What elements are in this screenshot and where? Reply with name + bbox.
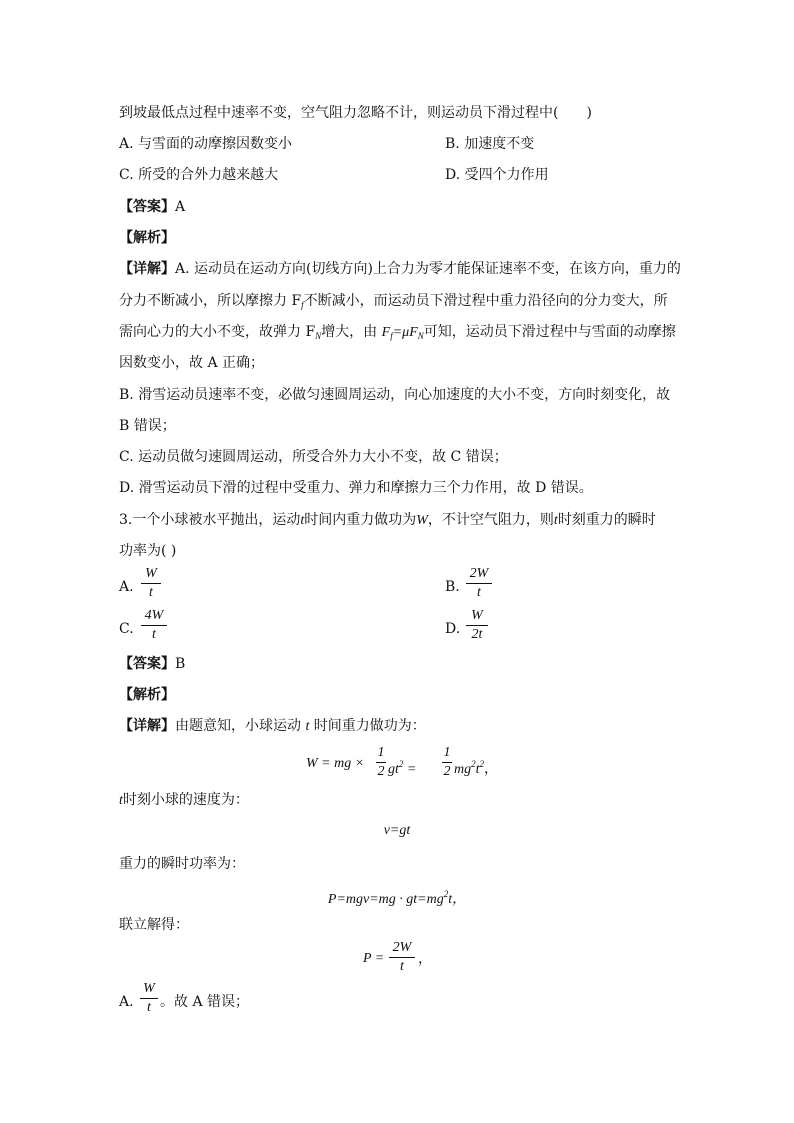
fraction-denominator: 2 (377, 764, 385, 779)
q3-option-c-fraction (141, 608, 167, 643)
fraction-denominator: t (400, 959, 404, 974)
fraction-numerator: 1 (377, 745, 385, 760)
q3-detail-line-2 (119, 791, 249, 810)
detail-label: 【详解】 (119, 718, 175, 734)
fraction-denominator: t (152, 627, 156, 642)
fraction-denominator: t (147, 1000, 151, 1015)
eq-text: P = (363, 951, 385, 966)
detail-text: 不断减小，而运动员下滑过程中重力沿径向的分力变大，所 (303, 293, 668, 309)
detail-text: 分力不断减小，所以摩擦力 F (119, 293, 302, 309)
fraction-numerator: W (471, 608, 483, 623)
q3-stem-text: ，不计空气阻力，则 (427, 512, 554, 528)
answer-label: 【答案】 (119, 199, 175, 215)
eq-text: W = mg × (306, 756, 365, 771)
detail-text: 时间重力做功为： (309, 718, 426, 734)
equation-power: $P=mgv=mg \cdot gt=mg^2t$， (327, 889, 467, 907)
q2-detail-line-8: D. 滑雪运动员下滑的过程中受重力、弹力和摩擦力三个力作用，故 D 错误。 (119, 480, 593, 496)
q2-answer (119, 198, 185, 216)
detail-text: 增大，由 (321, 324, 382, 340)
q3-option-d-label: D. (445, 621, 461, 637)
fraction-denominator: t (149, 585, 153, 600)
q2-detail-line-3: 需向心力的大小不变，故弹力 $F_N$增大，由 $F_f=\mu F_N$可知，运动员下滑过程中与雪面的动摩擦 (119, 324, 676, 341)
fraction-numerator: 1 (443, 745, 451, 760)
q2-detail-line-2: 分力不断减小，所以摩擦力 $F_f$不断减小，而运动员下滑过程中重力沿径向的分力变大，所 (119, 293, 668, 310)
var-t: t (300, 513, 305, 528)
q2-detail-line-1 (119, 260, 681, 278)
q3-option-c-label: C. (119, 621, 134, 637)
q3-stem-text: 时间内重力做功为 (304, 512, 417, 528)
fraction-numerator: W (145, 566, 157, 581)
fraction-numerator: 4W (144, 608, 164, 623)
q3-final-label: A. (119, 994, 134, 1010)
eq-text: $gt^2$ = (388, 759, 417, 777)
answer-value: B (175, 656, 186, 672)
fraction-denominator: 2 (443, 764, 451, 779)
q3-stem-text: 时刻重力的瞬时 (557, 512, 656, 528)
var-t: t (119, 793, 123, 808)
q3-option-a-label: A. (119, 579, 134, 595)
answer-label: 【答案】 (119, 656, 175, 672)
q2-analysis-label (119, 229, 175, 247)
detail-label: 【详解】 (119, 261, 175, 277)
answer-value: A (175, 199, 186, 215)
detail-text: 由题意知，小球运动 (175, 718, 306, 734)
detail-text: A. 运动员在运动方向(切线方向)上合力为零才能保证速率不变，在该方向，重力的 (175, 261, 681, 277)
q3-stem-line-2: 功率为( ) (119, 543, 177, 559)
q2-detail-line-7: C. 运动员做匀速圆周运动，所受合外力大小不变，故 C 错误； (119, 449, 508, 465)
q3-detail-line-3: 重力的瞬时功率为： (119, 856, 245, 872)
q3-option-d-fraction (466, 608, 488, 643)
detail-text: 时刻小球的速度为： (122, 792, 249, 808)
q2-option-c: C. 所受的合外力越来越大 (119, 167, 279, 183)
fraction-denominator: t (477, 585, 481, 600)
q2-detail-line-6: B 错误； (119, 418, 176, 434)
q3-answer (119, 655, 185, 673)
analysis-label: 【解析】 (119, 687, 175, 703)
eq-result-fraction (389, 940, 415, 975)
analysis-label: 【解析】 (119, 230, 175, 246)
q3-option-b-fraction (466, 566, 492, 601)
q3-analysis-label (119, 686, 175, 704)
eq-text: ， (418, 951, 432, 967)
eq-half-fraction (376, 745, 386, 780)
q3-option-a-fraction (141, 566, 161, 601)
fraction-denominator: 2t (471, 627, 483, 642)
eq-text: $mg^2t^2$， (454, 759, 499, 777)
q3-detail-line-4: 联立解得： (119, 917, 189, 933)
fraction-numerator: 2W (392, 940, 412, 955)
var-w: W (416, 513, 428, 528)
q2-detail-line-5: B. 滑雪运动员速率不变，必做匀速圆周运动，向心加速度的大小不变，方向时刻变化，故 (119, 387, 671, 403)
fraction-numerator: 2W (469, 566, 489, 581)
q3-stem-text: 3.一个小球被水平抛出，运动 (119, 512, 301, 528)
q2-option-a: A. 与雪面的动摩擦因数变小 (119, 136, 293, 152)
q2-detail-line-4: 因数变小，故 A 正确； (119, 355, 265, 371)
eq-half-fraction (442, 745, 452, 780)
q2-stem-tail: 到坡最低点过程中速率不变，空气阻力忽略不计，则运动员下滑过程中( ) (119, 105, 592, 121)
q3-detail-line-1 (119, 717, 426, 736)
equation-velocity: v=gt (383, 823, 411, 838)
eq-text: t， (448, 892, 467, 907)
var-t: t (553, 513, 558, 528)
q3-option-b-label: B. (445, 579, 460, 595)
q2-option-b: B. 加速度不变 (445, 136, 535, 152)
q3-final-text: 。故 A 错误； (160, 994, 250, 1010)
detail-text: 可知，运动员下滑过程中与雪面的动摩擦 (423, 324, 676, 340)
detail-text: 需向心力的大小不变，故弹力 F (119, 324, 316, 340)
q3-stem-line-1 (119, 511, 656, 530)
eq-text: P=mgv=mg · gt=mg (327, 892, 444, 907)
fraction-numerator: W (143, 981, 155, 996)
q2-option-d: D. 受四个力作用 (445, 167, 549, 183)
var-t: t (305, 719, 310, 734)
q3-final-fraction (140, 981, 158, 1016)
